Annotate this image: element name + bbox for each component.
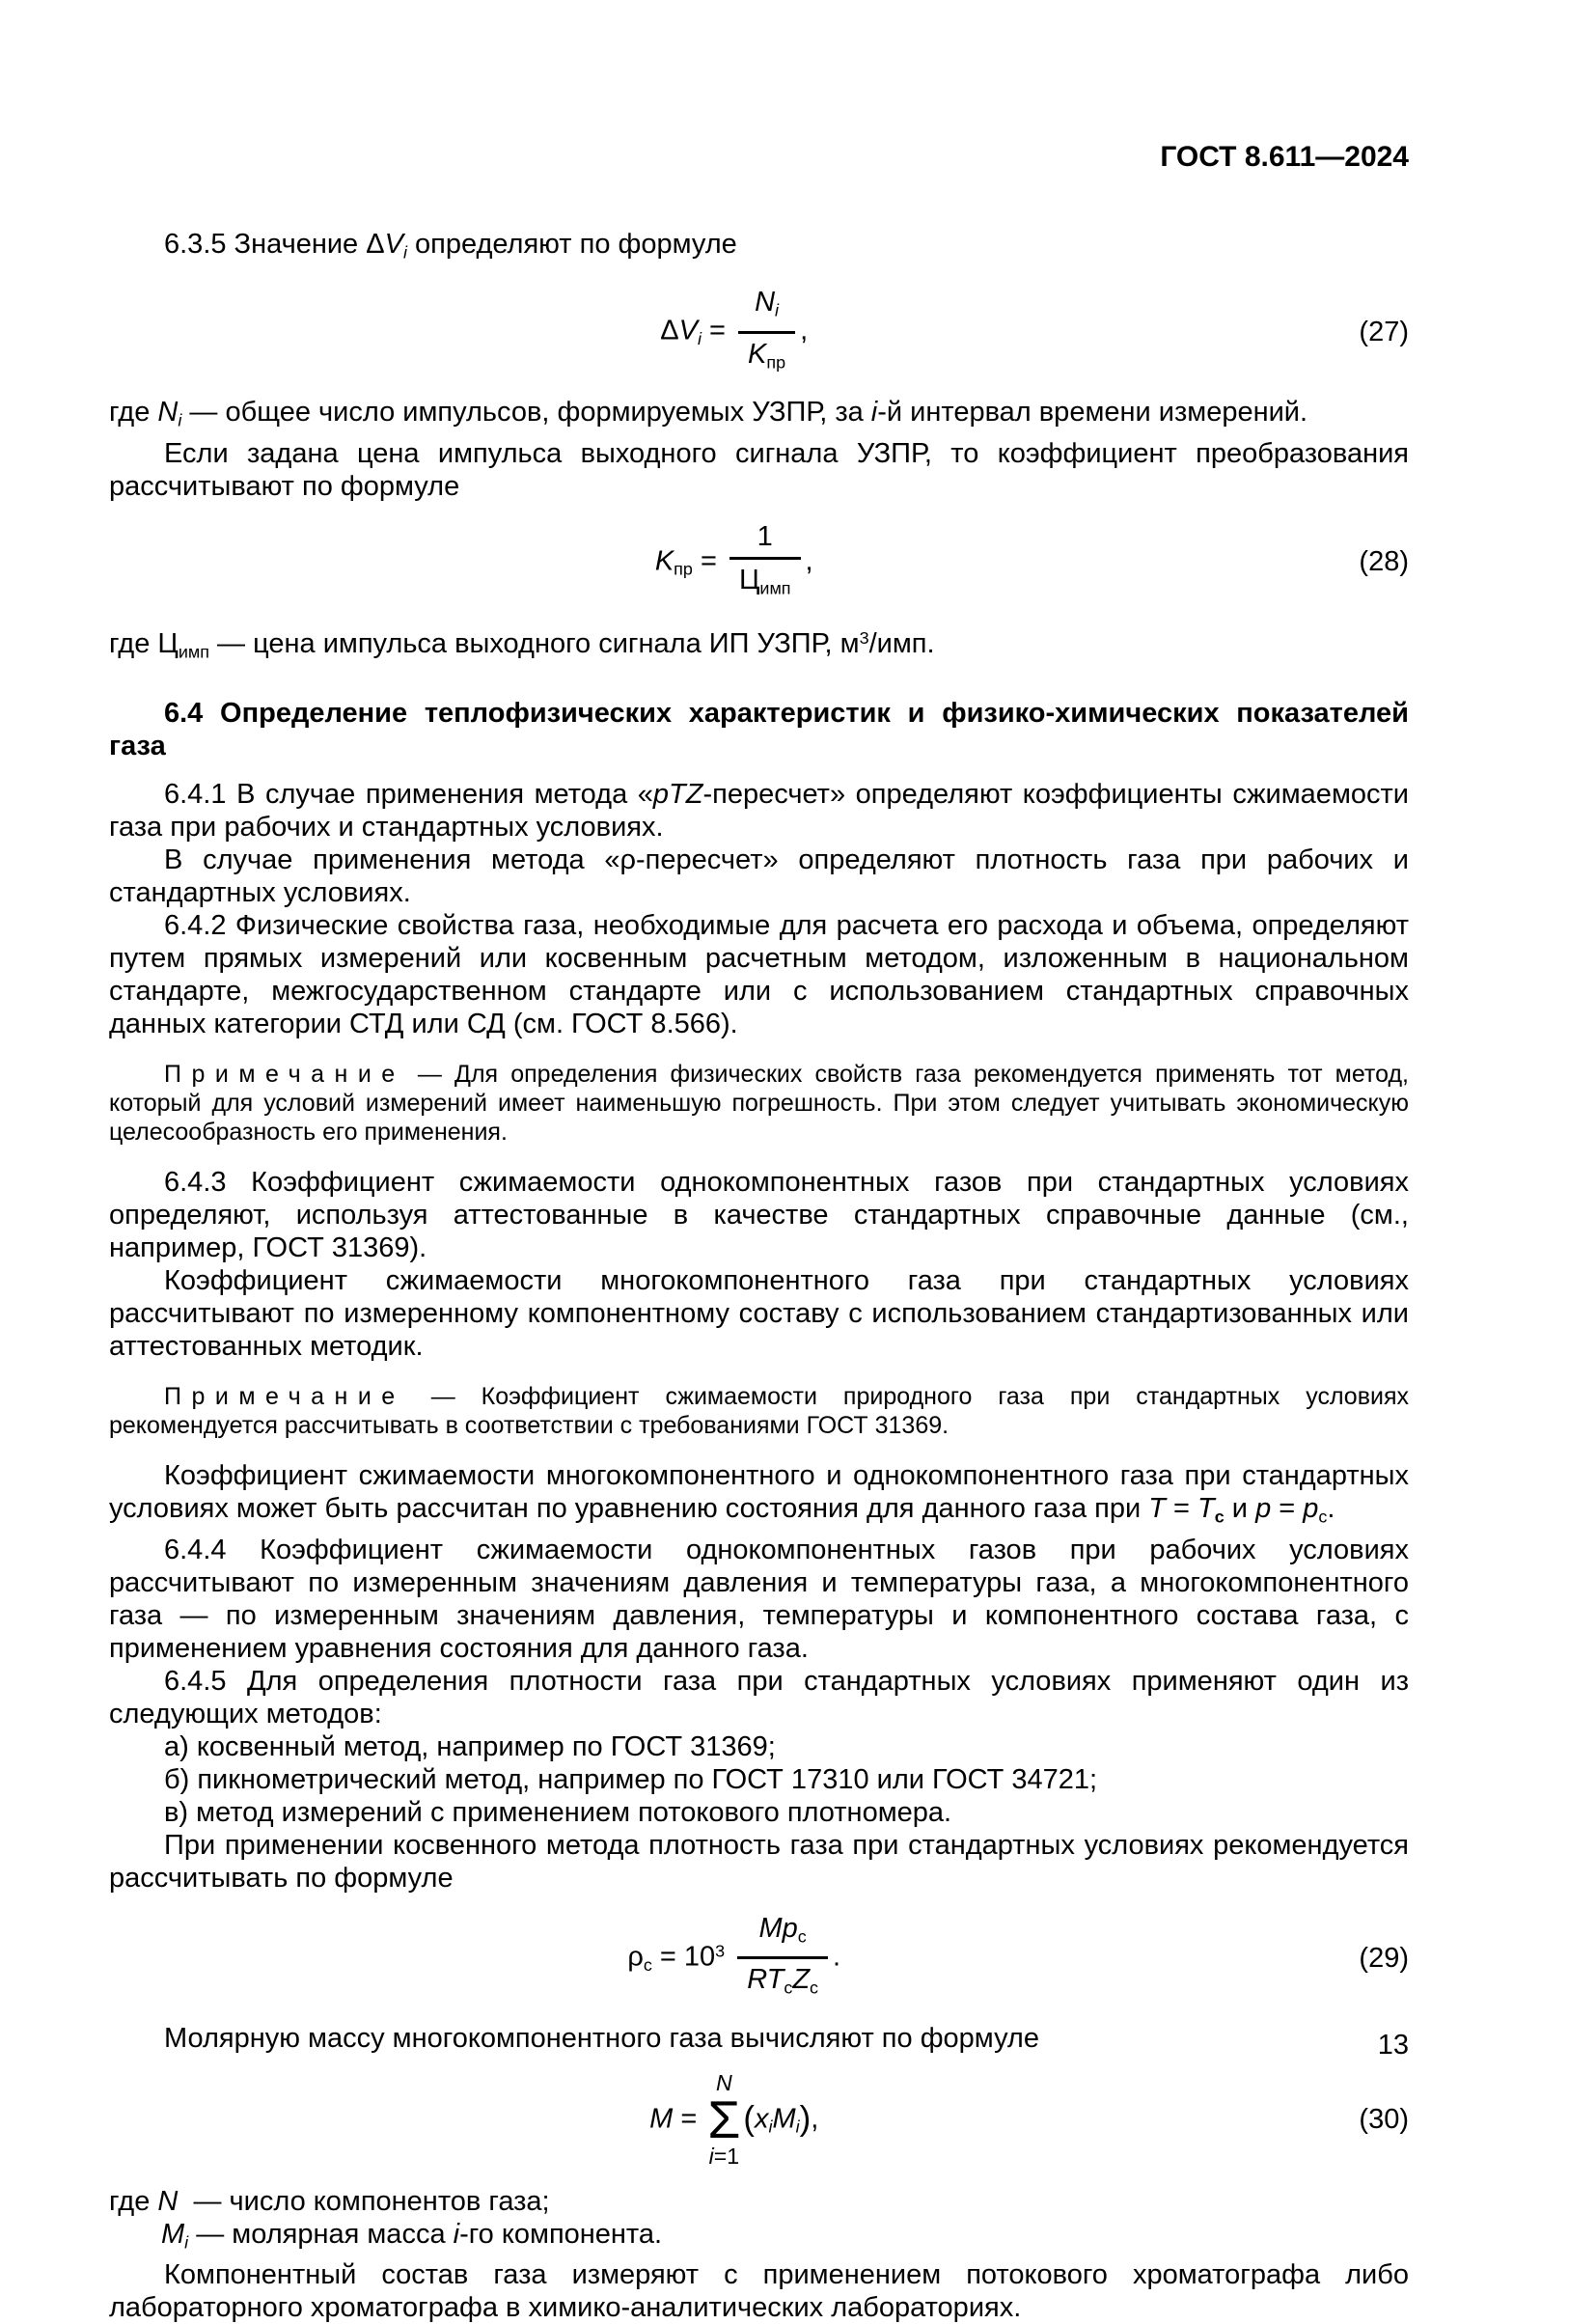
text-run: /имп. <box>868 627 935 659</box>
note-1 <box>109 1060 1409 1147</box>
text-run: T <box>1148 1493 1166 1525</box>
para-esli-zadana <box>109 437 1409 503</box>
formula-expression <box>109 286 1359 378</box>
text-run: i <box>453 2218 460 2250</box>
text-run: — молярная масса <box>188 2218 454 2250</box>
text-run: K <box>654 544 674 576</box>
text-run: i <box>402 242 407 263</box>
text-run: пр <box>766 352 786 373</box>
para-6-4-3 <box>109 1166 1409 1264</box>
text-run: 6.4.3 Коэффициент сжимаемости однокомпонентных газов при стандартных условиях определяют, используя аттестованные в качестве стандартных справочные данные (см., например, ГОСТ 31369). <box>109 1167 1409 1264</box>
text-run: имп <box>759 577 791 597</box>
text-run: 3 <box>715 1941 726 1961</box>
text-run: N <box>755 287 776 318</box>
text-run: Ц <box>738 564 760 595</box>
text-run: Коэффициент сжимаемости многокомпонентного и однокомпонентного газа при стандартных условиях может быть рассчитан по уравнению состояния для данного газа при <box>109 1460 1409 1525</box>
fraction-denominator <box>737 1959 828 2004</box>
def-n <box>109 2185 1409 2218</box>
text-run: M <box>649 2102 674 2134</box>
para-6-4-4 <box>109 1534 1409 1665</box>
fraction-numerator <box>738 286 795 333</box>
text-run: б) пикнометрический метод, например по ГОСТ 17310 или ГОСТ 34721; <box>164 1763 1098 1795</box>
fraction <box>737 1912 828 2005</box>
text-run: N <box>715 2069 732 2095</box>
text-run: p <box>1255 1493 1272 1525</box>
para-6-3-5 <box>109 228 1409 268</box>
text-run: 6.3.5 Значение Δ <box>164 229 385 260</box>
text-run: с <box>1214 1507 1225 1527</box>
para-multikomponent <box>109 1264 1409 1363</box>
text-run: , <box>805 544 813 576</box>
text-run: , <box>811 2102 819 2134</box>
text-run: 6.4 Определение теплофизических характеристик и физико-химических показателей газа <box>109 698 1409 762</box>
summation-lower-limit <box>709 2145 740 2168</box>
text-run: = <box>1271 1493 1304 1525</box>
text-run: ( <box>743 2098 755 2137</box>
text-run: — общее число импульсов, формируемых УЗПР, за <box>181 397 871 429</box>
text-run: Z <box>792 1964 811 1996</box>
para-uravnenie-sostoyaniya <box>109 1459 1409 1533</box>
text-run: 6.4.4 Коэффициент сжимаемости однокомпонентных газов при рабочих условиях рассчитывают по измеренным значениям давления и температуры газа, а многокомпонентного газа — по измеренным значениям давления, температуры и компонентного состава газа, с применением уравнения состояния для данного газа. <box>109 1534 1409 1664</box>
note-2 <box>109 1382 1409 1440</box>
para-6-4-2 <box>109 909 1409 1040</box>
text-run: . <box>833 1941 841 1973</box>
def-ts-imp <box>109 622 1409 668</box>
text-run: Молярную массу многокомпонентного газа вычисляют по формуле <box>164 2022 1039 2054</box>
text-run: где <box>109 397 158 429</box>
fraction-numerator <box>737 1912 828 1959</box>
text-run: с <box>643 1954 652 1975</box>
text-run: При применении косвенного метода плотность газа при стандартных условиях рекомендуется рассчитывать по формуле <box>109 1829 1409 1894</box>
para-kosvennyi-metod <box>109 1829 1409 1895</box>
para-rho-pereschet <box>109 844 1409 909</box>
document-body <box>109 228 1409 2324</box>
def-m-i <box>109 2218 1409 2258</box>
text-run: = 10 <box>651 1941 716 1973</box>
formula-number: (29) <box>1359 1942 1409 1974</box>
text-run: — цена импульса выходного сигнала ИП УЗПР, м <box>208 627 860 659</box>
text-run: pTZ <box>652 779 703 811</box>
text-run: T <box>1197 1493 1215 1525</box>
text-run: -пересчет» определяют коэффициенты сжимаемости газа при рабочих и стандартных условиях. <box>109 779 1409 844</box>
document-content <box>109 141 1409 2324</box>
fraction-denominator <box>729 560 801 604</box>
formula-27 <box>109 286 1409 378</box>
text-run <box>725 1941 732 1972</box>
text-run: = <box>1165 1493 1198 1525</box>
text-run: в) метод измерений с применением потокового плотномера. <box>164 1796 952 1828</box>
text-run: = <box>692 544 725 576</box>
text-run: — число компонентов газа; <box>178 2185 550 2217</box>
sigma-icon: Σ <box>707 2089 741 2149</box>
text-run: Если задана цена импульса выходного сигнала УЗПР, то коэффициент преобразования рассчитывают по формуле <box>109 437 1409 502</box>
text-run: K <box>748 338 767 370</box>
text-run: N <box>157 397 179 429</box>
text-run: В случае применения метода «ρ-пересчет» определяют плотность газа при рабочих и стандартных условиях. <box>109 844 1409 909</box>
fraction <box>738 286 795 378</box>
formula-expression <box>109 1912 1359 2005</box>
text-run: p <box>1303 1493 1319 1525</box>
heading-6-4 <box>109 697 1409 762</box>
text-run: 6.4.5 Для определения плотности газа при стандартных условиях применяют один из следующих методов: <box>109 1665 1409 1729</box>
text-run: Коэффициент сжимаемости многокомпонентного газа при стандартных условиях рассчитывают по измеренному компонентному составу с использованием стандартизованных или аттестованных методик. <box>109 1265 1409 1363</box>
formula-30 <box>109 2069 1409 2169</box>
formula-number: (27) <box>1359 317 1409 348</box>
text-run: ρ <box>627 1941 644 1973</box>
text-run: M <box>161 2218 185 2250</box>
text-run: и <box>1224 1493 1256 1525</box>
text-run: 6.4.2 Физические свойства газа, необходимые для расчета его расхода и объема, определяют путем прямых измерений или косвенным расчетным методом, изложенным в национальном стандарте, межгосударственном стандарте или с использованием стандартных справочных данных категории СТД или СД (см. ГОСТ 8.566). <box>109 910 1409 1040</box>
list-item-v <box>109 1796 1409 1829</box>
text-run: пр <box>674 559 693 579</box>
text-run: i <box>795 2116 800 2137</box>
list-item-a <box>109 1730 1409 1763</box>
text-run: i <box>870 397 878 429</box>
text-run: -й интервал времени измерений. <box>877 397 1308 429</box>
para-6-4-1 <box>109 778 1409 844</box>
def-n-i <box>109 396 1409 436</box>
fraction-numerator <box>729 520 801 560</box>
fraction <box>729 520 801 604</box>
text-run: Примечание <box>164 1061 405 1089</box>
text-run: Примечание <box>164 1383 405 1411</box>
text-run: V <box>384 229 403 260</box>
text-run: Δ <box>660 315 679 346</box>
text-run: N <box>157 2185 179 2217</box>
para-komponentnyi-sostav <box>109 2258 1409 2324</box>
text-run: = <box>701 315 734 346</box>
fraction-denominator <box>738 334 795 378</box>
text-run: с <box>1318 1507 1328 1527</box>
text-run: . <box>1327 1493 1335 1525</box>
text-run: с <box>784 1978 793 1998</box>
text-run: где Ц <box>109 627 179 659</box>
text-run: 3 <box>859 627 869 648</box>
text-run: с <box>810 1978 819 1998</box>
text-run: -го компонента. <box>459 2218 663 2250</box>
text-run: i <box>178 410 182 430</box>
text-run: i <box>184 2232 189 2253</box>
text-run: определяют по формуле <box>406 229 737 260</box>
formula-expression <box>109 520 1359 604</box>
text-run: 6.4.1 В случае применения метода « <box>164 779 653 811</box>
text-run: RT <box>747 1964 784 1996</box>
text-run: x <box>754 2102 769 2134</box>
text-run: где <box>109 2185 158 2217</box>
text-run: =1 <box>713 2143 740 2169</box>
text-run: Компонентный состав газа измеряют с применением потокового хроматографа либо лабораторного хроматографа в химико-аналитических лабораториях. <box>109 2259 1409 2324</box>
text-run: , <box>800 315 809 346</box>
summation <box>707 2069 741 2169</box>
text-run: i <box>768 2116 773 2137</box>
text-run: V <box>678 315 698 346</box>
text-run: с <box>797 1926 807 1947</box>
text-run: = <box>673 2102 705 2134</box>
para-molyarnaya-massa <box>109 2022 1409 2055</box>
formula-number: (28) <box>1359 546 1409 578</box>
text-run: Mp <box>758 1912 798 1944</box>
text-run: M <box>772 2102 796 2134</box>
formula-number: (30) <box>1359 2104 1409 2136</box>
text-run: ) <box>799 2098 812 2137</box>
formula-expression <box>109 2069 1359 2169</box>
para-6-4-5 <box>109 1665 1409 1730</box>
text-run: имп <box>178 642 209 662</box>
text-run: i <box>708 2143 714 2169</box>
text-run: — Коэффициент сжимаемости природного газа при стандартных условиях рекомендуется рассчитывать в соответствии с требованиями ГОСТ 31369. <box>109 1383 1409 1440</box>
page-number: 13 <box>1377 2030 1409 2061</box>
list-item-b <box>109 1763 1409 1796</box>
formula-29 <box>109 1912 1409 2005</box>
text-run: 1 <box>757 520 773 552</box>
formula-28 <box>109 520 1409 604</box>
text-run: — Для определения физических свойств газа рекомендуется применять тот метод, который для условий измерений имеет наименьшую погрешность. При этом следует учитывать экономическую целесообразность его применения. <box>109 1061 1409 1147</box>
text-run: i <box>697 329 702 349</box>
document-header: ГОСТ 8.611—2024 <box>1160 141 1409 173</box>
text-run: а) косвенный метод, например по ГОСТ 31369; <box>164 1730 776 1762</box>
text-run: i <box>775 300 780 320</box>
